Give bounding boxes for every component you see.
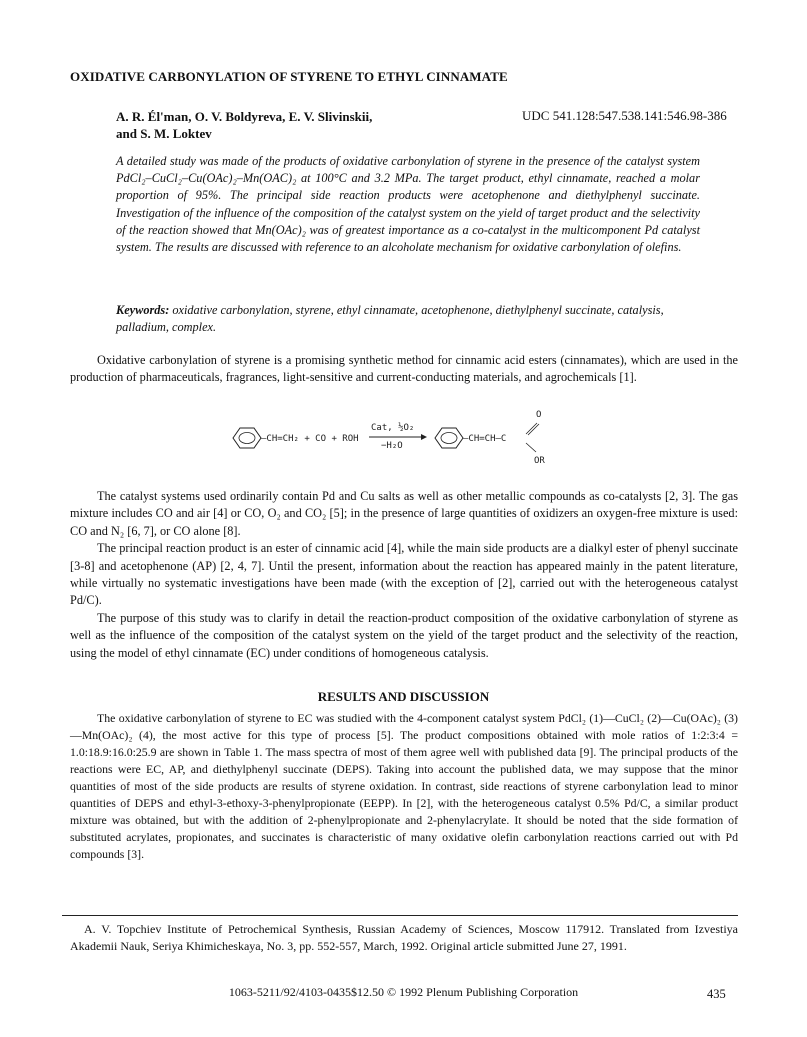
results-section (70, 710, 738, 863)
keywords-text: oxidative carbonylation, styrene, ethyl cinnamate, acetophenone, diethylphenyl succinate, catalysis, palladium, complex. (116, 303, 664, 335)
footnote-divider (62, 915, 738, 916)
authors-line-2: and S. M. Loktev (116, 126, 212, 141)
copyright-line: 1063-5211/92/4103-0435$12.50 © 1992 Plenum Publishing Corporation (228, 985, 579, 999)
benzene-ring-right (435, 428, 463, 448)
product-text: —CH=CH—C (463, 434, 507, 444)
reaction-scheme (225, 405, 565, 467)
udc-code: UDC 541.128:547.538.141:546.98-386 (522, 108, 727, 123)
arrow-condition-above: Cat, ½O₂ (371, 423, 415, 433)
footnote (70, 921, 738, 955)
introduction-continued (70, 488, 738, 662)
catalyst-paragraph: The catalyst systems used ordinarily contain Pd and Cu salts as well as other metallic compounds as co-catalysts [2, 3]. The gas mixture includes CO and air [4] or CO, O₂ and CO₂ [5]; in the presence of large quantities of oxidizers an oxygen-free mixture is used: CO and N₂ [6, 7], or CO alone [8]. (70, 489, 738, 538)
ester-group: OR (534, 456, 545, 466)
principal-product-paragraph: The principal reaction product is an ester of cinnamic acid [4], while the main side products are a dialkyl ester of phenyl succinate [3-8] and acetophenone (AP) [2, 4, 7]. Until the present, information about the reaction has appeared mainly in the patent literature, while virtually no systematic investigations have been made (with the exception of [2], carried out with the heterogeneous catalyst Pd/C). (70, 541, 738, 608)
reactants-text: —CH=CH₂ + CO + ROH (261, 434, 359, 444)
keywords-label: Keywords: (116, 303, 170, 317)
results-paragraph: The oxidative carbonylation of styrene to EC was studied with the 4-component catalyst system PdCl₂ (1)—CuCl₂ (2)—Cu(OAc)₂ (3)—Mn(OAc)₂ (4), the most active for this type of process [5]. The product compositions obtained with mole ratios of 1:2:3:4 = 1.0:18.9:16.0:25.9 are shown in Table 1. The mass spectra of most of them agree well with published data [9]. The principal products of the reactions were EC, AP, and diethylphenyl succinate (DEPS). Taking into account the published data, we may suppose that the minor quantities of most of the side products are results of styrene oxidation. In contrast, side reactions of styrene carbonylation lead to minor quantities of DEPS and ethyl-3-ethoxy-3-phenylpropionate (EEPP). In [2], with the heterogeneous catalyst 0.5% Pd/C, a similar product mixture was obtained, but with the addition of 2-phenylpropionate and 2-phenylacrylate. It should be noted that the side formation of substituted acrylates, propionates, and succinates is characteristic of many oxidative olefin carbonylation reactions carried out with Pd compounds [3]. (70, 711, 738, 861)
article-title: OXIDATIVE CARBONYLATION OF STYRENE TO ETHYL CINNAMATE (70, 69, 508, 84)
keywords (116, 302, 700, 336)
purpose-paragraph: The purpose of this study was to clarify in detail the reaction-product composition of the oxidative carbonylation of styrene as well as the influence of the composition of the catalyst system on the yield of the target product and the selectivity of the reaction, using the model of ethyl cinnamate (EC) under conditions of homogeneous catalysis. (70, 610, 738, 660)
benzene-ring-left (233, 428, 261, 448)
abstract (116, 153, 700, 256)
page-number: 435 (707, 987, 726, 1001)
section-heading: RESULTS AND DISCUSSION (317, 689, 490, 704)
intro-paragraph: Oxidative carbonylation of styrene is a promising synthetic method for cinnamic acid esters (cinnamates), which are used in the production of pharmaceuticals, fragrances, light-sensitive and current-conducting materials, and agrochemicals [1]. (70, 353, 738, 385)
footnote-text: A. V. Topchiev Institute of Petrochemical Synthesis, Russian Academy of Sciences, Moscow 117912. Translated from Izvestiya Akademii Nauk, Seriya Khimicheskaya, No. 3, pp. 552-557, March, 1992. Original article submitted June 27, 1991. (70, 922, 738, 953)
authors-line-1: A. R. Él'man, O. V. Boldyreva, E. V. Slivinskii, (116, 109, 373, 124)
abstract-text: A detailed study was made of the products of oxidative carbonylation of styrene in the presence of the catalyst system PdCl₂–CuCl₂–Cu(OAc)₂–Mn(OAC)₂ at 100°C and 3.2 MPa. The target product, ethyl cinnamate, reached a molar proportion of 95%. The principal side reaction products were acetophenone and diethylphenyl succinate. Investigation of the influence of the composition of the catalyst system on the yield of target product and the selectivity of the reaction showed that Mn(OAc)₂ was of greatest importance as a co-catalyst in the multicomponent Pd catalyst system. The results are discussed with reference to an alcoholate mechanism for oxidative carbonylation of olefins. (116, 154, 700, 255)
arrow-condition-below: −H₂O (381, 441, 403, 451)
author-list (116, 108, 372, 142)
carbonyl-bond (526, 423, 537, 434)
ester-bond (526, 443, 536, 452)
arrow-head-icon (421, 434, 427, 440)
carbonyl-oxygen: O (536, 410, 542, 420)
intro-section (70, 352, 738, 387)
